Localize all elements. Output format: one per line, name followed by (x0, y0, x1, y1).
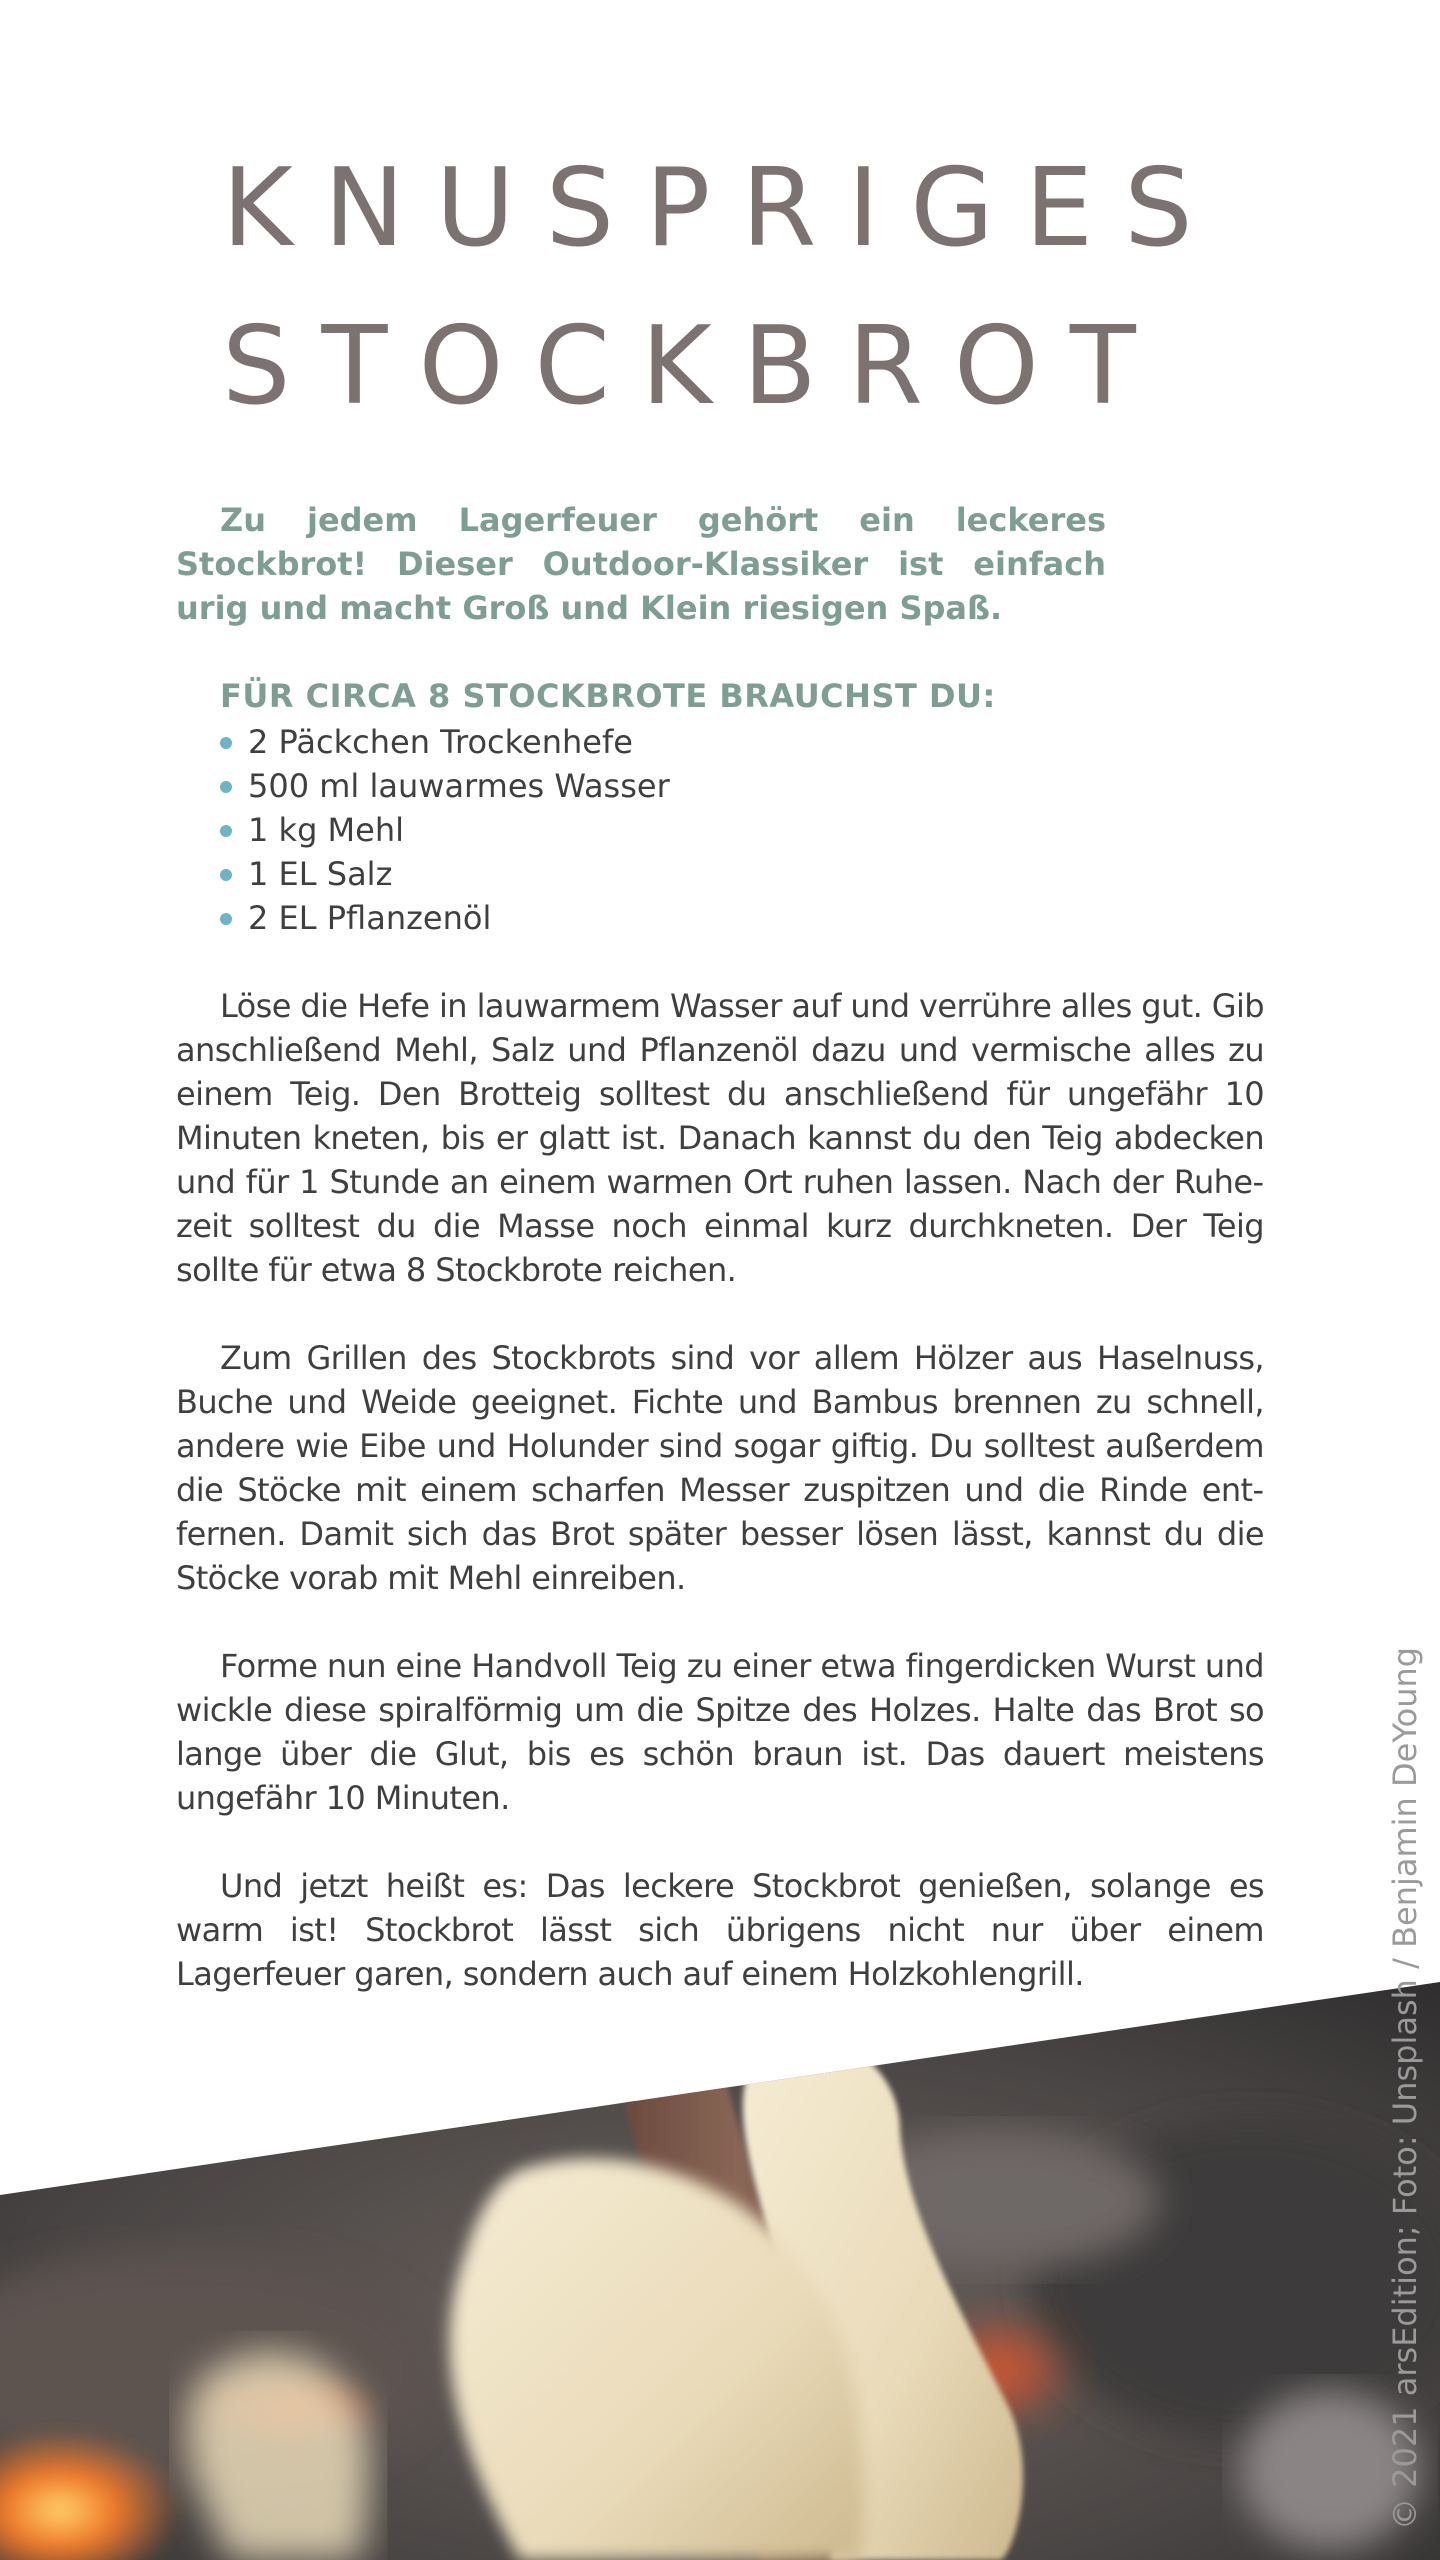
list-item (220, 896, 1264, 940)
stockbrot-photo-illustration (0, 1950, 1440, 2560)
bullet-icon (220, 737, 232, 749)
title-line-2: STOCKBROT (222, 304, 1167, 429)
intro-text: Zu jedem Lagerfeuer gehört ein leckeres Stockbrot! Dieser Outdoor-Klassiker ist einfach urig und macht Groß und Klein riesigen Spaß. (176, 501, 1106, 627)
photo-credit: © 2021 arsEdition; Foto: Unsplash / Benjamin DeYoung (1386, 1646, 1424, 2530)
bullet-icon (220, 825, 232, 837)
instruction-paragraph: Zum Grillen des Stockbrots sind vor allem Hölzer aus Haselnuss, Buche und Weide geeignet. Fichte und Bambus brennen zu schnell, andere wie Eibe und Holunder sind sogar giftig. Du solltest außerdem die Stöcke mit einem scharfen Messer zuspitzen und die Rinde entfernen. Damit sich das Brot später besser lösen lässt, kannst du die Stöcke vorab mit Mehl einreiben. (176, 1339, 1264, 1597)
ingredients-list (220, 720, 1264, 940)
list-item (220, 764, 1264, 808)
campfire-photo (0, 1950, 1440, 2560)
list-item (220, 808, 1264, 852)
ingredient-text: 500 ml lauwarmes Wasser (248, 767, 670, 805)
ingredient-text: 2 EL Pflanzenöl (248, 899, 492, 937)
page-title (222, 130, 1224, 446)
instruction-paragraph: Und jetzt heißt es: Das leckere Stockbrot genießen, solange es warm ist! Stockbrot lässt sich übrigens nicht nur über einem Lagerfeuer garen, sondern auch auf einem Holzkohlengrill. (176, 1867, 1264, 1993)
ingredient-text: 1 kg Mehl (248, 811, 405, 849)
instruction-paragraph: Löse die Hefe in lauwarmem Wasser auf und verrühre alles gut. Gib anschließend Mehl, Salz und Pflanzenöl dazu und vermische alles zu einem Teig. Den Brotteig solltest du anschließend für ungefähr 10 Minuten kneten, bis er glatt ist. Danach kannst du den Teig abdecken und für 1 Stunde an einem warmen Ort ruhen lassen. Nach der Ruhezeit solltest du die Masse noch einmal kurz durchkneten. Der Teig sollte für etwa 8 Stockbrote reichen. (176, 987, 1264, 1289)
ingredient-text: 1 EL Salz (248, 855, 393, 893)
recipe-content (176, 498, 1264, 2040)
title-line-1: KNUSPRIGES (222, 146, 1224, 271)
bullet-icon (220, 781, 232, 793)
bullet-icon (220, 869, 232, 881)
ingredient-text: 2 Päckchen Trockenhefe (248, 723, 633, 761)
bullet-icon (220, 913, 232, 925)
instruction-paragraph: Forme nun eine Handvoll Teig zu einer etwa fingerdicken Wurst und wickle diese spiralförmig um die Spitze des Holzes. Halte das Brot so lange über die Glut, bis es schön braun ist. Das dauert meistens ungefähr 10 Minuten. (176, 1647, 1264, 1817)
list-item (220, 720, 1264, 764)
ingredients-heading: FÜR CIRCA 8 STOCKBROTE BRAUCHST DU: (220, 677, 996, 715)
list-item (220, 852, 1264, 896)
